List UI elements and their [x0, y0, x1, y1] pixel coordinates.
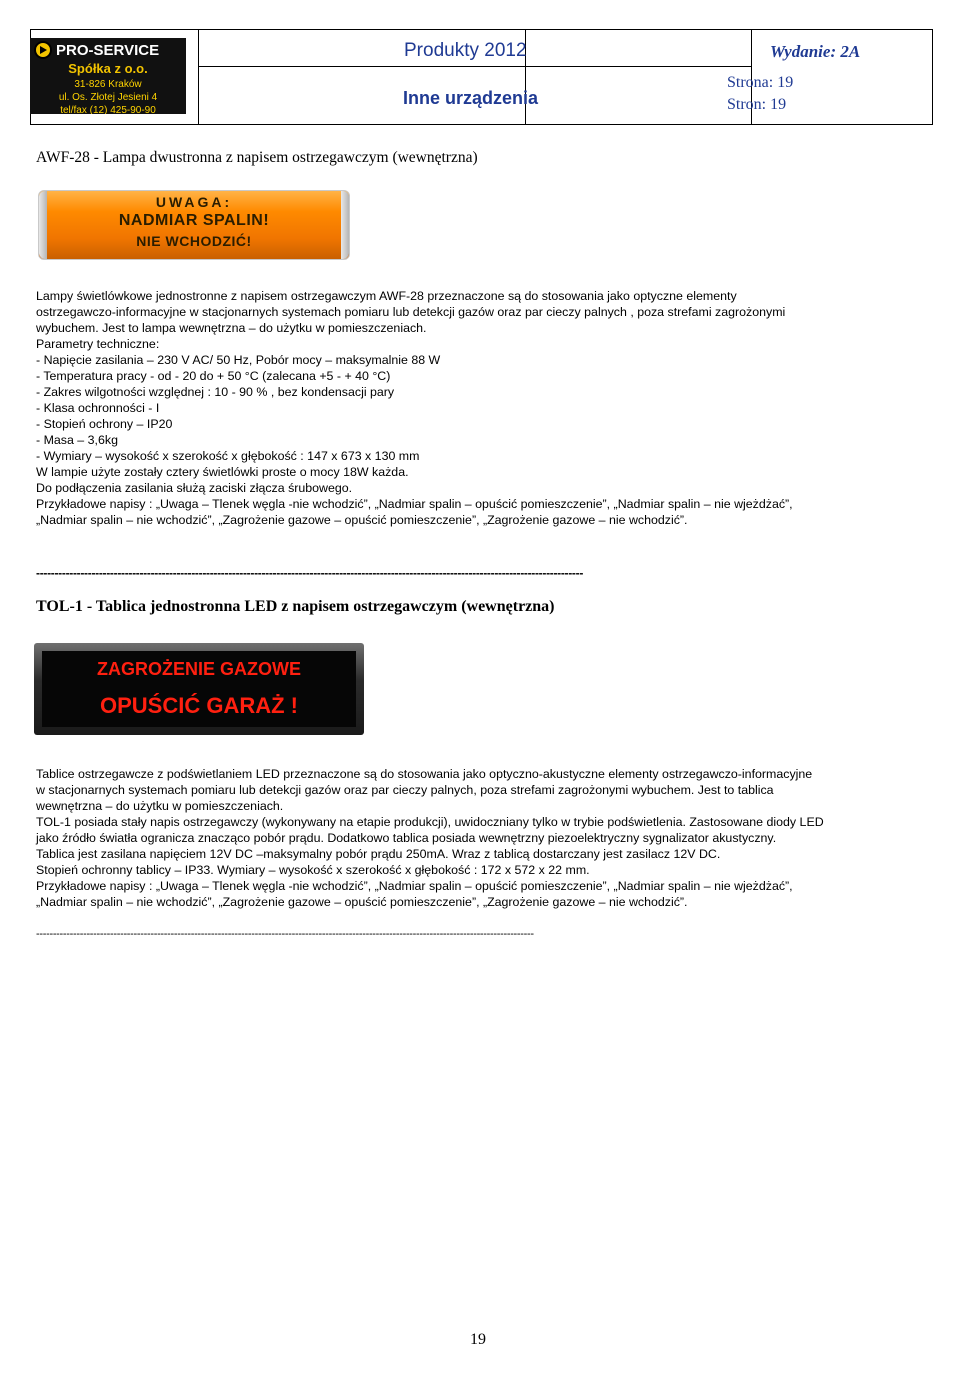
- text-line: „Nadmiar spalin – nie wchodzić”, „Zagrożenie gazowe – opuścić pomieszczenie”, „Zagrożenie gazowe – nie wchodzić”.: [36, 513, 688, 527]
- lamp-text-1: UWAGA:: [155, 194, 233, 210]
- text-line: Tablice ostrzegawcze z podświetlaniem LED przeznaczone są do stosowania jako optyczno-akustyczne elementy ostrzegawczo-informacyjne: [36, 767, 813, 781]
- text-line: TOL-1 posiada stały napis ostrzegawczy (wykonywany na etapie produkcji), uwidoczniany tylko w trybie podświetlenia. Zastosowane diody LED: [36, 815, 824, 829]
- text-line: Tablica jest zasilana napięciem 12V DC –maksymalny pobór prądu 250mA. Wraz z tablicą dostarczany jest zasilacz 12V DC.: [36, 847, 721, 861]
- product2-description: [36, 766, 936, 910]
- lamp-text-3: NIE WCHODZIĆ!: [136, 233, 252, 249]
- text-line: Przykładowe napisy : „Uwaga – Tlenek węgla -nie wchodzić”, „Nadmiar spalin – opuścić pomieszczenie”, „Nadmiar spalin – nie wjeżdżać”,: [36, 879, 793, 893]
- text-line: Parametry techniczne:: [36, 337, 160, 351]
- header-products: Produkty 2012: [404, 40, 527, 61]
- text-line: - Zakres wilgotności względnej : 10 - 90 % , bez kondensacji pary: [36, 385, 395, 399]
- text-line: jako źródło światła ogranicza znacząco pobór prądu. Dodatkowo tablica posiada wewnętrzny piezoelektryczny sygnalizator akustyczny.: [36, 831, 777, 845]
- text-line: wewnętrzna – do użytku w pomieszczeniach.: [36, 799, 284, 813]
- text-line: - Temperatura pracy - od - 20 do + 50 °C (zalecana +5 - + 40 °C): [36, 369, 391, 383]
- led-display: [42, 651, 356, 727]
- text-line: Do podłączenia zasilania służą zaciski złącza śrubowego.: [36, 481, 353, 495]
- header-pages: Stron: 19: [727, 96, 787, 113]
- product2-title: TOL-1 - Tablica jednostronna LED z napisem ostrzegawczym (wewnętrzna): [36, 598, 555, 615]
- header-center-cell: [526, 30, 752, 124]
- product2-led-image: [34, 643, 364, 735]
- company-address-1: 31-826 Kraków: [74, 79, 142, 90]
- page-number: 19: [470, 1331, 486, 1348]
- text-line: - Napięcie zasilania – 230 V AC/ 50 Hz, Pobór mocy – maksymalnie 88 W: [36, 353, 441, 367]
- company-name: PRO-SERVICE: [56, 42, 160, 59]
- text-line: - Stopień ochrony – IP20: [36, 417, 173, 431]
- text-line: Przykładowe napisy : „Uwaga – Tlenek węgla -nie wchodzić”, „Nadmiar spalin – opuścić pomieszczenie”, „Nadmiar spalin – nie wjeżdżać”,: [36, 497, 793, 511]
- section-separator: ----------------------------------------------------------------------------------------------------------------------------------------------------: [36, 566, 584, 580]
- logo-arrow-icon: [34, 41, 52, 59]
- header-divider: [199, 66, 752, 67]
- led-text-2: OPUŚCIĆ GARAŻ !: [100, 693, 298, 718]
- text-line: - Masa – 3,6kg: [36, 433, 118, 447]
- company-sub: Spółka z o.o.: [68, 61, 148, 76]
- section-separator: ----------------------------------------------------------------------------------------------------------------------------------------------------: [36, 928, 534, 940]
- company-logo: [30, 38, 186, 114]
- company-phone: tel/fax (12) 425-90-90: [60, 105, 156, 114]
- text-line: wybuchem. Jest to lampa wewnętrzna – do użytku w pomieszczeniach.: [36, 321, 427, 335]
- lamp-text-2: NADMIAR SPALIN!: [118, 212, 270, 229]
- header-section: Inne urządzenia: [403, 88, 539, 108]
- product1-title: AWF-28 - Lampa dwustronna z napisem ostrzegawczym (wewnętrzna): [36, 149, 478, 166]
- text-line: ostrzegawczo-informacyjne w stacjonarnych systemach pomiaru lub detekcji gazów oraz par cieczy palnych , poza strefami zagrożonymi: [36, 305, 786, 319]
- text-line: Stopień ochronny tablicy – IP33. Wymiary – wysokość x szerokość x głębokość : 172 x 572 x 22 mm.: [36, 863, 590, 877]
- text-line: w stacjonarnych systemach pomiaru lub detekcji gazów oraz par cieczy palnych, poza strefami zagrożonymi wybuchem. Jest to tablica: [36, 783, 774, 797]
- header-page: Strona: 19: [727, 74, 794, 91]
- product1-lamp-image: [38, 190, 350, 260]
- company-address-2: ul. Os. Złotej Jesieni 4: [58, 92, 158, 103]
- text-line: - Wymiary – wysokość x szerokość x głębokość : 147 x 673 x 130 mm: [36, 449, 420, 463]
- product1-description: [36, 288, 936, 528]
- text-line: - Klasa ochronności - I: [36, 401, 160, 415]
- text-line: W lampie użyte zostały cztery świetlówki proste o mocy 18W każda.: [36, 465, 409, 479]
- text-line: Lampy świetlówkowe jednostronne z napisem ostrzegawczym AWF-28 przeznaczone są do stosowania jako optyczne elementy: [36, 289, 737, 303]
- header-edition: Wydanie: 2A: [770, 42, 861, 61]
- text-line: „Nadmiar spalin – nie wchodzić”, „Zagrożenie gazowe – opuścić pomieszczenie”, „Zagrożenie gazowe – nie wchodzić”.: [36, 895, 688, 909]
- led-text-1: ZAGROŻENIE GAZOWE: [97, 659, 301, 679]
